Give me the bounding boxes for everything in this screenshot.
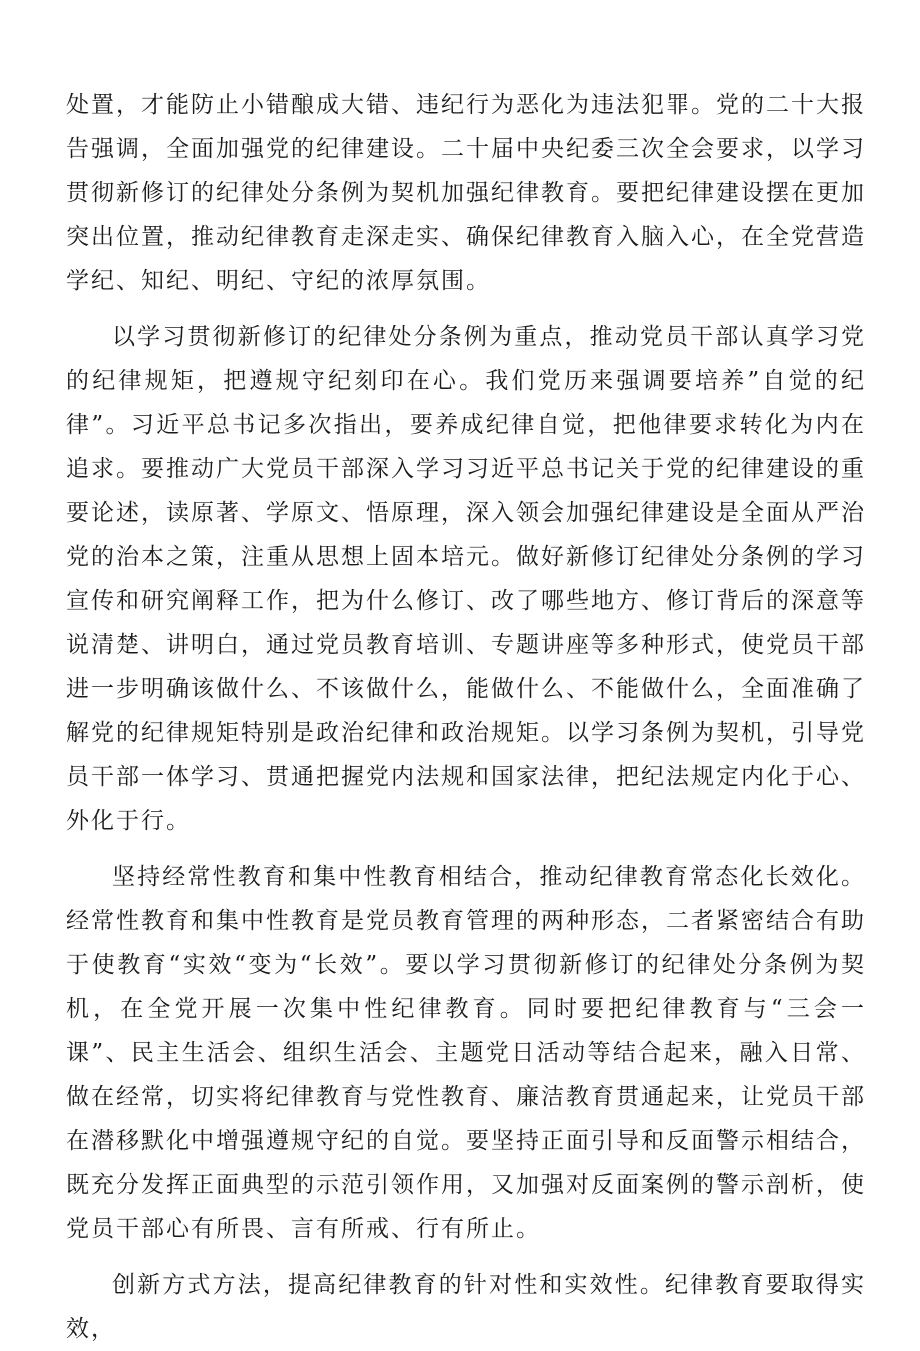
paragraph-continued: 处置，才能防止小错酿成大错、违纪行为恶化为违法犯罪。党的二十大报告强调，全面加强党的纪律建设。二十届中央纪委三次全会要求，以学习贯彻新修订的纪律处分条例为契机加强纪律教育。要把纪律建设摆在更加突出位置，推动纪律教育走深走实、确保纪律教育入脑入心，在全党营造学纪、知纪、明纪、守纪的浓厚氛围。 (66, 92, 866, 294)
document-body (66, 83, 866, 1351)
paragraph-innovation: 创新方式方法，提高纪律教育的针对性和实效性。纪律教育要取得实效， (66, 1272, 866, 1342)
paragraph-discipline-study: 以学习贯彻新修订的纪律处分条例为重点，推动党员干部认真学习党的纪律规矩，把遵规守纪刻印在心。我们党历来强调要培养”自觉的纪律”。习近平总书记多次指出，要养成纪律自觉，把他律要求转化为内在追求。要推动广大党员干部深入学习习近平总书记关于党的纪律建设的重要论述，读原著、学原文、悟原理，深入领会加强纪律建设是全面从严治党的治本之策，注重从思想上固本培元。做好新修订纪律处分条例的学习宣传和研究阐释工作，把为什么修订、改了哪些地方、修订背后的深意等说清楚、讲明白，通过党员教育培训、专题讲座等多种形式，使党员干部进一步明确该做什么、不该做什么，能做什么、不能做什么，全面准确了解党的纪律规矩特别是政治纪律和政治规矩。以学习条例为契机，引导党员干部一体学习、贯通把握党内法规和国家法律，把纪法规定内化于心、外化于行。 (66, 324, 866, 834)
paragraph-education-combination: 坚持经常性教育和集中性教育相结合，推动纪律教育常态化长效化。经常性教育和集中性教育是党员教育管理的两种形态，二者紧密结合有助于使教育“实效“变为“长效”。要以学习贯彻新修订的纪律处分条例为契机，在全党开展一次集中性纪律教育。同时要把纪律教育与“三会一课”、民主生活会、组织生活会、主题党日活动等结合起来，融入日常、做在经常，切实将纪律教育与党性教育、廉洁教育贯通起来，让党员干部在潜移默化中增强遵规守纪的自觉。要坚持正面引导和反面警示相结合，既充分发挥正面典型的示范引领作用，又加强对反面案例的警示剖析，使党员干部心有所畏、言有所戒、行有所止。 (66, 864, 866, 1242)
